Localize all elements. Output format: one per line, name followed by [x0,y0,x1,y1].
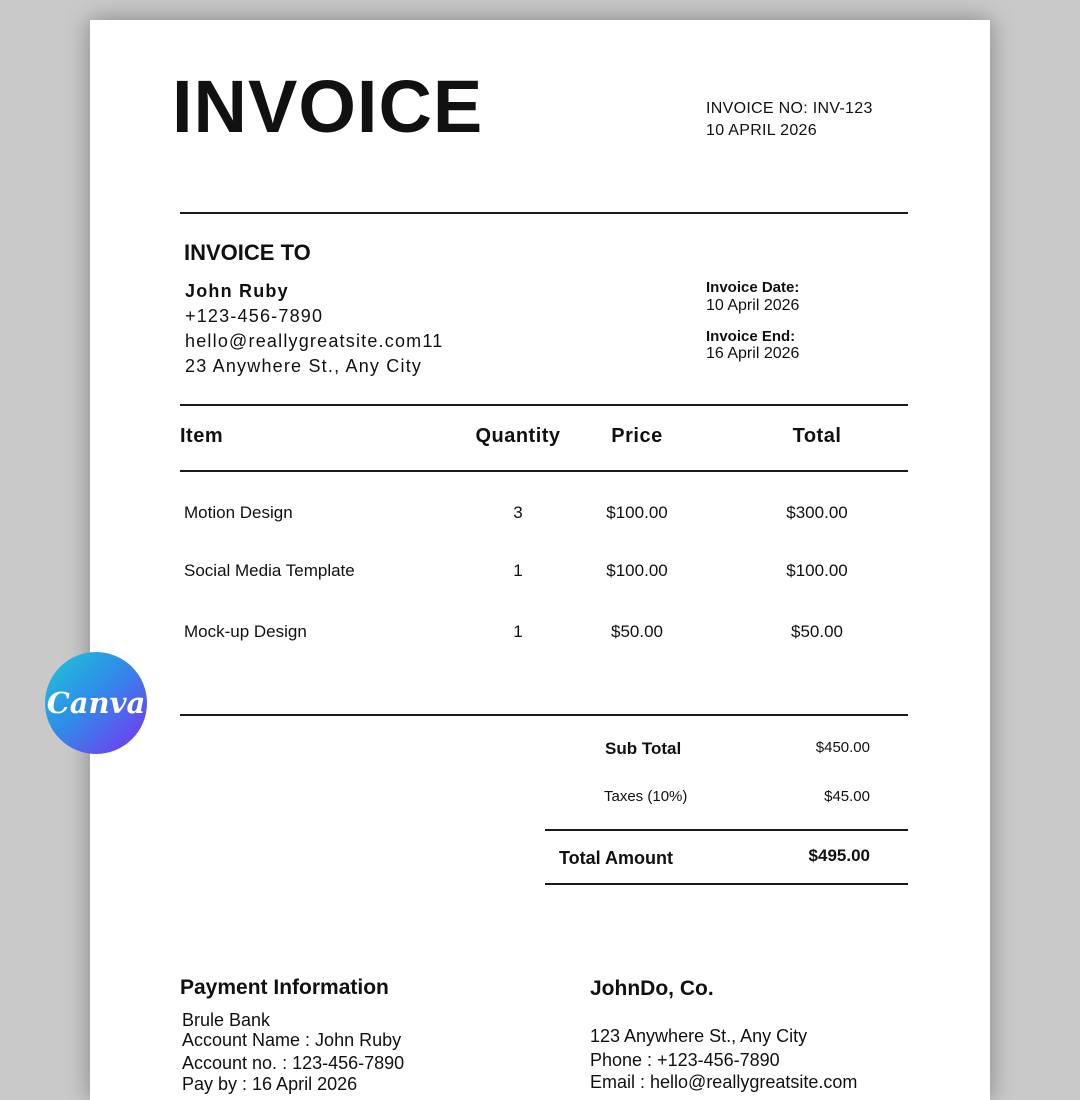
invoice-date-value: 10 April 2026 [706,297,800,314]
company-phone: Phone : +123-456-7890 [590,1050,780,1070]
divider [180,404,908,406]
invoice-end-value: 16 April 2026 [706,345,800,362]
item-name: Motion Design [184,503,293,522]
total-value: $495.00 [808,846,870,865]
col-header-price: Price [611,425,663,447]
item-price: $50.00 [611,622,663,641]
divider [180,714,908,716]
item-name: Mock-up Design [184,622,307,641]
col-header-item: Item [180,425,224,447]
invoice-page [90,20,990,1100]
divider [545,829,908,831]
item-total: $300.00 [786,503,848,522]
col-header-quantity: Quantity [475,425,561,447]
invoice-date-header: 10 APRIL 2026 [706,122,817,139]
account-number: Account no. : 123-456-7890 [182,1053,405,1073]
invoice-to-heading: INVOICE TO [184,240,311,265]
item-price: $100.00 [606,503,668,522]
canva-logo-text: Canva [46,686,146,720]
item-price: $100.00 [606,561,668,580]
taxes-value: $45.00 [824,788,870,805]
item-name: Social Media Template [184,561,355,580]
invoice-title: INVOICE [172,65,484,148]
bank-name: Brule Bank [182,1010,271,1030]
account-name: Account Name : John Ruby [182,1030,402,1050]
canva-logo-icon [45,652,147,754]
item-total: $50.00 [791,622,843,641]
client-phone: +123-456-7890 [185,306,324,326]
client-address: 23 Anywhere St., Any City [185,356,423,376]
invoice-date-label: Invoice Date: [706,279,800,296]
subtotal-value: $450.00 [815,739,870,756]
client-name: John Ruby [185,281,289,301]
item-quantity: 1 [513,561,523,580]
total-label: Total Amount [559,848,673,868]
taxes-label: Taxes (10%) [604,788,688,805]
col-header-total: Total [792,425,842,447]
client-email: hello@reallygreatsite.com11 [185,331,444,351]
invoice-number: INVOICE NO: INV-123 [706,100,873,117]
company-address: 123 Anywhere St., Any City [590,1026,808,1046]
company-heading: JohnDo, Co. [590,977,714,1000]
item-quantity: 3 [513,503,523,522]
item-quantity: 1 [513,622,523,641]
divider [180,212,908,214]
invoice-end-label: Invoice End: [706,328,796,345]
payment-heading: Payment Information [180,976,389,999]
item-total: $100.00 [786,561,848,580]
divider [545,883,908,885]
divider [180,470,908,472]
subtotal-label: Sub Total [605,739,682,758]
payment-extra: Pay by : 16 April 2026 [182,1074,358,1094]
company-email: Email : hello@reallygreatsite.com [590,1072,858,1092]
